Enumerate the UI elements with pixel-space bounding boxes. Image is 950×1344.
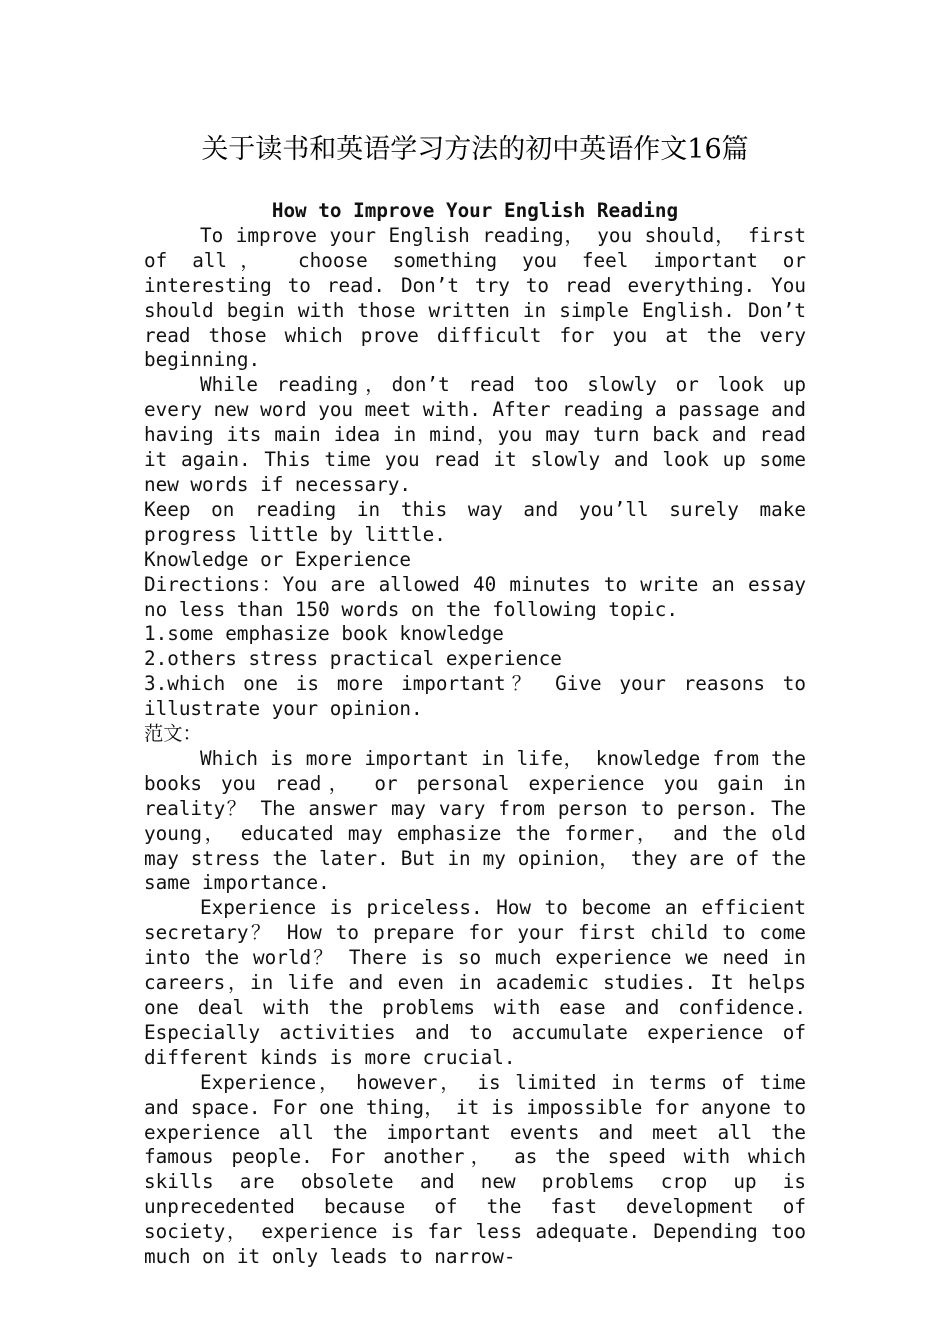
topic-item-1: 1.some emphasize book knowledge <box>144 622 504 646</box>
paragraph-12: Experience， however， is limited in terms of time and space. For one thing， it is impossible for anyone to experience all the important events and meet all the famous people. For another， as the speed with which skills are obsolete and new problems crop up is unprecedented because of the fast development of society， experience is far less adequate. Depending too much on it only leads to narrow- <box>144 1070 806 1269</box>
topic-item-3: 3.which one is more important？ Give your reasons to illustrate your opinion. <box>144 672 806 721</box>
essay-subtitle: How to Improve Your English Reading <box>271 199 679 222</box>
paragraph-10: Which is more important in life， knowledge from the books you read， or personal experience you gain in reality？ The answer may vary from person to person. The young， educated may emphasize the former， and the old may stress the later. But in my opinion， they are of the same importance. <box>144 746 806 895</box>
paragraph-11: Experience is priceless. How to become an efficient secretary？ How to prepare for your first child to come into the world？ There is so much experience we need in careers，in life and even in academic studies. It helps one deal with the problems with ease and confidence. Especially activities and to accumulate experience of different kinds is more crucial. <box>144 896 806 1069</box>
sample-label: 范文： <box>144 722 202 746</box>
document-title: 关于读书和英语学习方法的初中英语作文16篇 <box>201 134 749 165</box>
paragraph-3: Keep on reading in this way and you’ll surely make progress little by little. <box>144 497 806 546</box>
directions: Directions：You are allowed 40 minutes to write an essay no less than 150 words on the following topic. <box>144 572 806 621</box>
paragraph-2: While reading，don’t read too slowly or look up every new word you meet with. After reading a passage and having its main idea in mind，you may turn back and read it again. This time you read it slowly and look up some new words if necessary. <box>144 373 806 496</box>
section-heading: Knowledge or Experience <box>144 547 411 571</box>
document-body <box>144 199 806 1270</box>
paragraph-1: To improve your English reading， you should， first of all， choose something you feel important or interesting to read. Don’t try to read everything. You should begin with those written in simple English. Don’t read those which prove difficult for you at the very beginning. <box>144 223 806 372</box>
topic-item-2: 2.others stress practical experience <box>144 647 562 671</box>
